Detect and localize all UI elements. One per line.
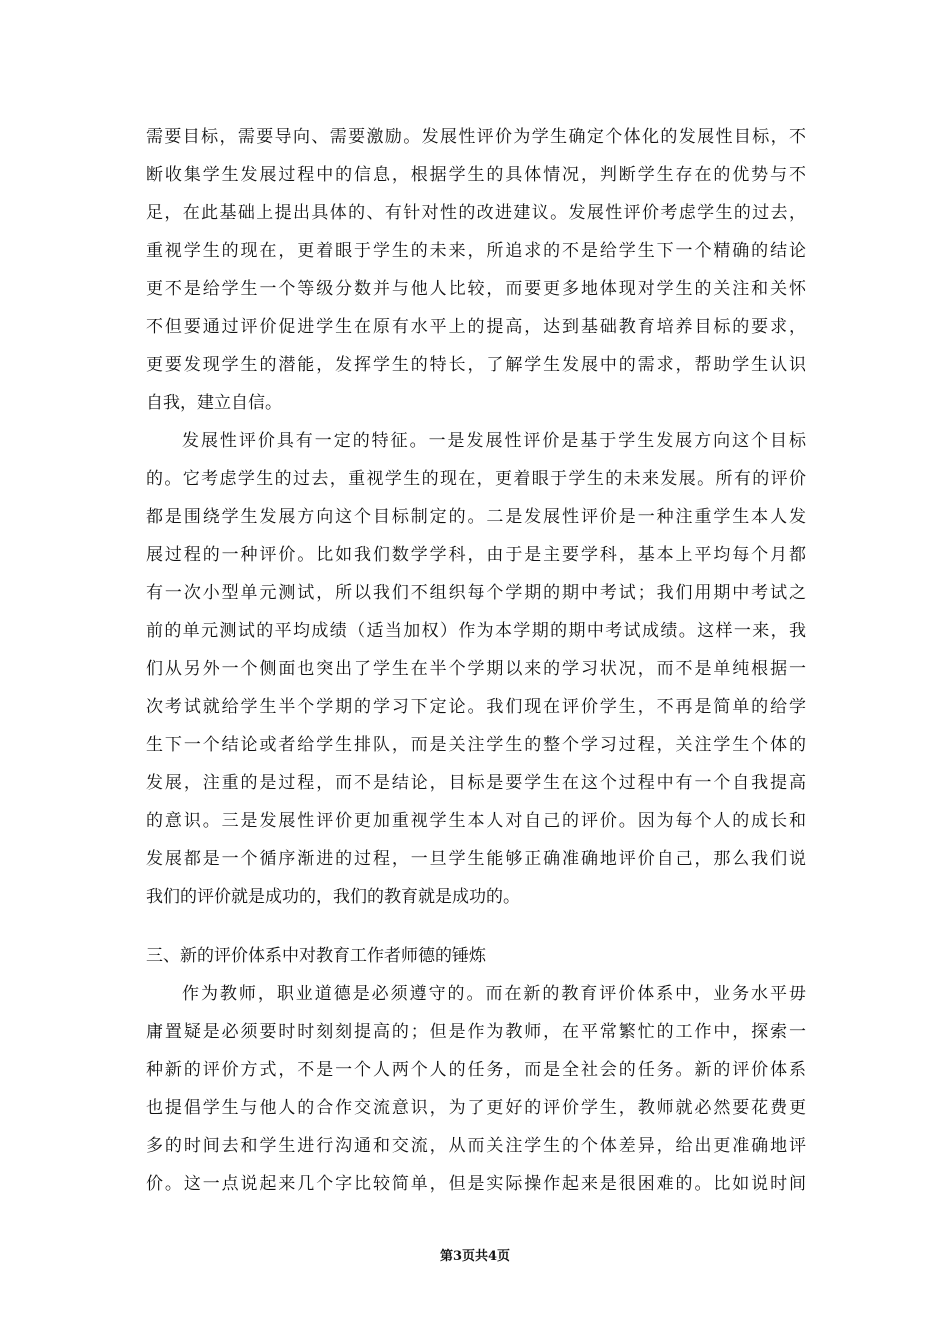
text-line-content: 庸置疑是必须要时时刻刻提高的；但是作为教师，在平常繁忙的工作中，探索一 [146,1022,806,1042]
text-line-content: 价。这一点说起来几个字比较简单，但是实际操作起来是很困难的。比如说时间 [146,1174,806,1194]
section-heading-text: 三、新的评价体系中对教育工作者师德的锤炼 [146,946,486,966]
text-line-content: 都是围绕学生发展方向这个目标制定的。二是发展性评价是一种注重学生本人发 [146,507,806,527]
text-line-content: 生下一个结论或者给学生排队，而是关注学生的整个学习过程，关注学生个体的 [146,735,806,755]
text-line-content: 发展，注重的是过程，而不是结论，目标是要学生在这个过程中有一个自我提高 [146,773,806,793]
text-line-content: 我们的评价就是成功的，我们的教育就是成功的。 [146,887,520,907]
text-line-content: 足，在此基础上提出具体的、有针对性的改进建议。发展性评价考虑学生的过去， [146,203,806,223]
text-line-content: 也提倡学生与他人的合作交流意识，为了更好的评价学生，教师就必然要花费更 [146,1098,806,1118]
text-line-content: 有一次小型单元测试，所以我们不组织每个学期的期中考试；我们用期中考试之 [146,583,806,603]
text-line-content: 断收集学生发展过程中的信息，根据学生的具体情况，判断学生存在的优势与不 [146,165,806,185]
text-line-content: 们从另外一个侧面也突出了学生在半个学期以来的学习状况，而不是单纯根据一 [146,659,806,679]
text-line-content: 更不是给学生一个等级分数并与他人比较，而要更多地体现对学生的关注和关怀 [146,279,806,299]
text-line-content: 重视学生的现在，更着眼于学生的未来，所追求的不是给学生下一个精确的结论 [146,241,806,261]
text-line-content: 前的单元测试的平均成绩（适当加权）作为本学期的期中考试成绩。这样一来，我 [146,621,806,641]
text-line-content: 作为教师，职业道德是必须遵守的。而在新的教育评价体系中，业务水平毋 [182,984,806,1004]
text-line-content: 自我，建立自信。 [146,393,282,413]
text-line-content: 多的时间去和学生进行沟通和交流，从而关注学生的个体差异，给出更准确地评 [146,1136,806,1156]
text-line-content: 不但要通过评价促进学生在原有水平上的提高，达到基础教育培养目标的要求， [146,317,806,337]
text-line-content: 次考试就给学生半个学期的学习下定论。我们现在评价学生，不再是简单的给学 [146,697,806,717]
text-line-content: 的意识。三是发展性评价更加重视学生本人对自己的评价。因为每个人的成长和 [146,811,806,831]
text-line-content: 的。它考虑学生的过去，重视学生的现在，更着眼于学生的未来发展。所有的评价 [146,469,806,489]
text-line-content: 需要目标，需要导向、需要激励。发展性评价为学生确定个体化的发展性目标，不 [146,127,806,147]
page-footer [0,1249,950,1265]
text-line-content: 发展性评价具有一定的特征。一是发展性评价是基于学生发展方向这个目标 [182,431,806,451]
text-line-content: 发展都是一个循序渐进的过程，一旦学生能够正确准确地评价自己，那么我们说 [146,849,806,869]
text-line-content: 展过程的一种评价。比如我们数学学科，由于是主要学科，基本上平均每个月都 [146,545,806,565]
text-line-content: 更要发现学生的潜能，发挥学生的特长，了解学生发展中的需求，帮助学生认识 [146,355,806,375]
page-number: 第3页共4页 [439,1249,511,1264]
text-line-content: 种新的评价方式，不是一个人两个人的任务，而是全社会的任务。新的评价体系 [146,1060,806,1080]
